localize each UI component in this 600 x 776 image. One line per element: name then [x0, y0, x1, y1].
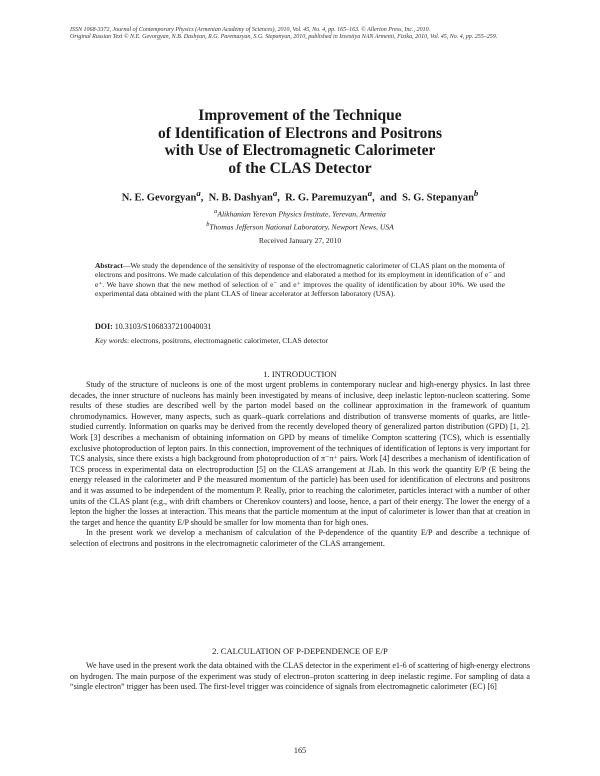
affiliation-text: Alikhanian Yerevan Physics Institute, Yerevan, Armenia: [217, 209, 386, 219]
received-date: Received January 27, 2010: [258, 236, 342, 245]
paragraph: We have used in the present work the data obtained with the CLAS detector in the experiment e1-6 of scattering of high-energy electrons on hydrogen. The main purpose of the experiment was study of electron–proton scattering in deep inelastic regime. For sampling of data a “single electron” trigger has been used. The first-level trigger was coincidence of signals from electromagnetic calorimeter (EC) [6]: [70, 661, 530, 692]
abstract-text: —We study the dependence of the sensitivity of response of the electromagnetic calorimeter of CLAS plant on the momenta of electrons and positrons. We made calculation of this dependence and elaborated a method for its employment in identification of e⁻ and e⁺. We have shown that the new method of selection of e⁻ and e⁺ improves the quality of identification by about 10%. We used the experimental data obtained with the plant CLAS of linear accelerator at Jefferson laboratory (USA).: [95, 261, 505, 299]
affiliation-mark: b: [206, 221, 210, 228]
author-name: R. G. Paremuzyan: [285, 192, 368, 204]
author-list: N. E. Gevorgyan$^a$, N. B. Dashyan$^a$, R. G. Paremuzyan$^a$, and S. G. Stepanyan$^b$: [121, 188, 479, 204]
author-name: S. G. Stepanyan: [402, 192, 474, 204]
doi-label: DOI:: [95, 322, 113, 331]
paragraph: In the present work we develop a mechanism of calculation of the P-dependence of the quantity E/P and describe a technique of selection of electrons and positrons in the electromagnetic calorimeter of the CLAS arrangement.: [70, 528, 530, 548]
page-number: 165: [293, 746, 307, 755]
title-line-4: of the CLAS Detector: [228, 159, 372, 177]
author-name: N. B. Dashyan: [208, 192, 273, 204]
title-line-1: Improvement of the Technique: [198, 107, 402, 124]
author-affil-mark: a: [272, 188, 278, 198]
affiliation-text: Thomas Jefferson National Laboratory, Newport News, USA: [209, 222, 394, 232]
introduction-body: [70, 380, 530, 550]
title-line-3: with Use of Electromagnetic Calorimeter: [164, 142, 436, 159]
author-affil-mark: b: [473, 188, 479, 198]
author-affil-mark: a: [367, 188, 373, 198]
affiliation-mark: a: [214, 208, 218, 215]
title-line-2: of Identification of Electrons and Positrons: [157, 124, 443, 142]
section-heading-calculation: 2. CALCULATION OF P-DEPENDENCE OF E/P: [212, 646, 388, 656]
author-name: N. E. Gevorgyan: [121, 192, 197, 204]
keywords-value: : electrons, positrons, electromagnetic calorimeter, CLAS detector: [127, 336, 329, 345]
affiliation: [60, 221, 540, 232]
affiliation: [60, 208, 540, 219]
paper-title: [60, 107, 540, 177]
paragraph: Study of the structure of nucleons is one of the most urgent problems in contemporary nuclear and high-energy physics. In last three decades, the inner structure of nucleons has mainly been investigated by means of inclusive, deep inelastic lepton-nucleon scattering. Some results of these studies are described well by the parton model based on the collinear approximation in the framework of quantum chromodynamics. However, many aspects, such as quark–quark correlations and distribution of transverse moments of quarks, are little-studied currently. Information on quarks may be derived from the recently developed theory of generalized parton distribution (GPD) [1, 2]. Work [3] describes a mechanism of obtaining information on GPD by means of timelike Compton scattering (TCS), which is essentially exclusive photoproduction of lepton pairs. In this connection, improvement of the techniques of identification of leptons is very important for TCS analysis, since there exists a high background from photoproduction of π⁻π⁺ pairs. Work [4] describes a mechanism of identification of TCS process in experimental data on electroproduction [5] on the CLAS arrangement at JLab. In this work the quantity E/P (E being the energy released in the calorimeter and P the measured momentum of the particle) has been used for identification of electrons and positrons and it was assumed to be independent of the momentum P. Really, prior to reaching the calorimeter, particles interact with a number of other units of the CLAS plant (e.g., with drift chambers or Cherenkov counters) and loose, hence, a part of their energy. The lower the energy of a lepton the higher the losses at interaction. This means that the particle momentum at the input of calorimeter is lower than that at creation in the target and hence the quantity E/P should be smaller for low momenta than for high ones.: [70, 380, 530, 527]
keywords-label: Key words: [95, 336, 127, 345]
keywords: [95, 336, 505, 345]
abstract: [95, 261, 505, 299]
calculation-body: [70, 661, 530, 693]
author-affil-mark: a: [196, 188, 201, 198]
doi-value[interactable]: 10.3103/S1068337210040031: [114, 322, 212, 331]
doi: [95, 322, 211, 331]
section-heading-introduction: 1. INTRODUCTION: [263, 369, 337, 379]
abstract-label: Abstract: [95, 261, 123, 270]
journal-header: [70, 27, 530, 42]
journal-header-line-1: ISSN 1068-3372, Journal of Contemporary Physics (Armenian Academy of Sciences), 2010, Vol. 45, No. 4, pp. 165–163. © Allerton Press, Inc., 2010.: [70, 27, 431, 33]
journal-header-line-2: Original Russian Text © N.E. Gevorgyan, N.B. Dashyan, R.G. Paremuzyan, S.G. Stepanyan, 2010, published in Izvestiya NAN Armenii, Fizika, 2010, Vol. 45, No. 4, pp. 255–259.: [70, 34, 498, 41]
